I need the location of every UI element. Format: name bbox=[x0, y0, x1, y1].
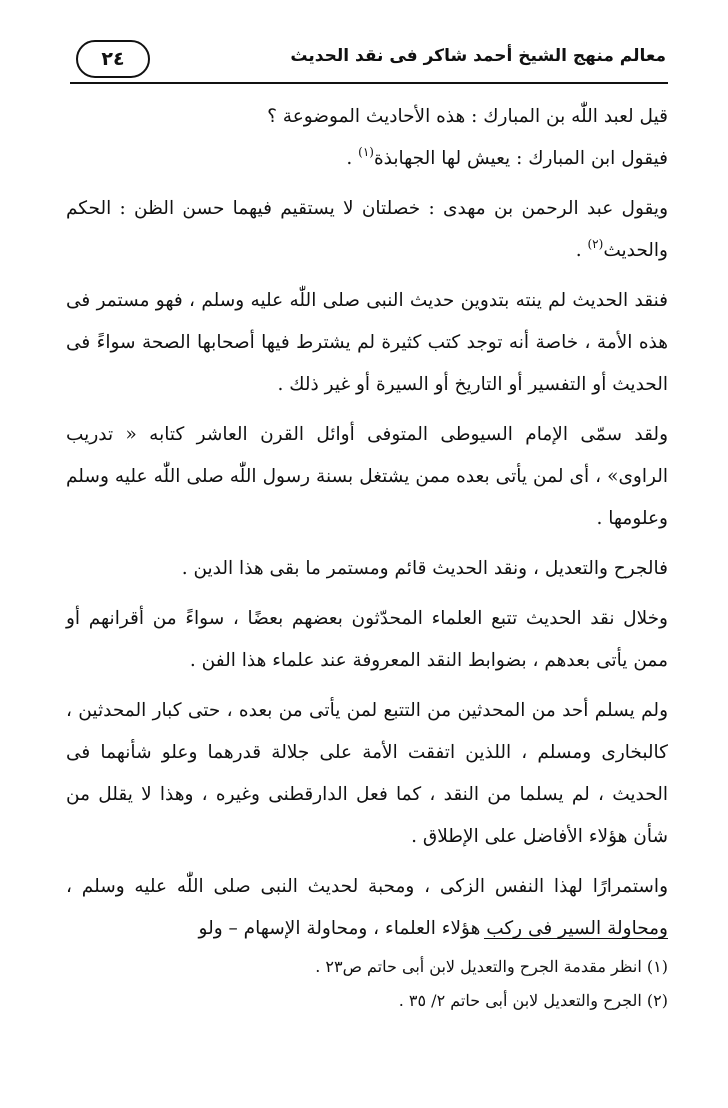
paragraph-2 bbox=[66, 138, 668, 180]
paragraph-4: فنقد الحديث لم ينته بتدوين حديث النبى صلى اللّٰه عليه وسلم ، فهو مستمر فى هذه الأمة ، خاصة أنه توجد كتب كثيرة لم يشترط فيها أصحابها الصحة سواءً فى الحديث أو التفسير أو التاريخ أو السيرة أو غير ذلك . bbox=[66, 290, 668, 395]
running-header bbox=[70, 40, 668, 84]
paragraph-3-text: ويقول عبد الرحمن بن مهدى : خصلتان لا يستقيم فيهما حسن الظن : الحكم والحديث bbox=[66, 198, 668, 261]
paragraph-3-end: . bbox=[575, 240, 588, 261]
footnote-ref-2[interactable]: (٢) bbox=[587, 237, 604, 251]
paragraph-6: فالجرح والتعديل ، ونقد الحديث قائم ومستمر ما بقى هذا الدين . bbox=[181, 558, 668, 579]
paragraph-7: وخلال نقد الحديث تتبع العلماء المحدّثون بعضهم بعضًا ، سواءً من أقرانهم أو ممن يأتى بعدهم ، بضوابط النقد المعروفة عند علماء هذا الفن . bbox=[66, 608, 668, 671]
paragraph-8: ولم يسلم أحد من المحدثين من التتبع لمن يأتى من بعده ، حتى كبار المحدثين ، كالبخارى ومسلم ، اللذين اتفقت الأمة على جلالة قدرهما وعلو شأنهما فى الحديث ، لم يسلما من النقد ، كما فعل الدارقطنى وغيره ، وهذا لا يقلل من شأن هؤلاء الأفاضل على الإطلاق . bbox=[66, 700, 668, 847]
paragraph-3 bbox=[66, 188, 668, 272]
paragraph-2-end: . bbox=[346, 148, 359, 169]
body-text bbox=[66, 96, 668, 950]
footnote-divider bbox=[484, 938, 668, 939]
paragraph-2-text: فيقول ابن المبارك : يعيش لها الجهابذة bbox=[373, 148, 668, 169]
footnotes bbox=[66, 950, 668, 1018]
footnote-ref-1[interactable]: (١) bbox=[358, 145, 374, 159]
page-number: ٢٤ bbox=[76, 40, 150, 78]
footnote-2: (٢) الجرح والتعديل لابن أبى حاتم ٢/ ٣٥ . bbox=[398, 991, 668, 1010]
paragraph-9: واستمرارًا لهذا النفس الزكى ، ومحبة لحديث النبى صلى اللّٰه عليه وسلم ، ومحاولة السير فى ركب هؤلاء العلماء ، ومحاولة الإسهام – ولو bbox=[66, 876, 668, 939]
book-title: معالم منهج الشيخ أحمد شاكر فى نقد الحديث bbox=[290, 46, 666, 66]
paragraph-5: ولقد سمّى الإمام السيوطى المتوفى أوائل القرن العاشر كتابه « تدريب الراوى» ، أى لمن يأتى بعده ممن يشتغل بسنة رسول اللّٰه صلى اللّٰه عليه وسلم وعلومها . bbox=[66, 424, 668, 529]
paragraph-1: قيل لعبد اللّٰه بن المبارك : هذه الأحاديث الموضوعة ؟ bbox=[267, 106, 668, 127]
footnote-1: (١) انظر مقدمة الجرح والتعديل لابن أبى حاتم ص٢٣ . bbox=[315, 957, 668, 976]
